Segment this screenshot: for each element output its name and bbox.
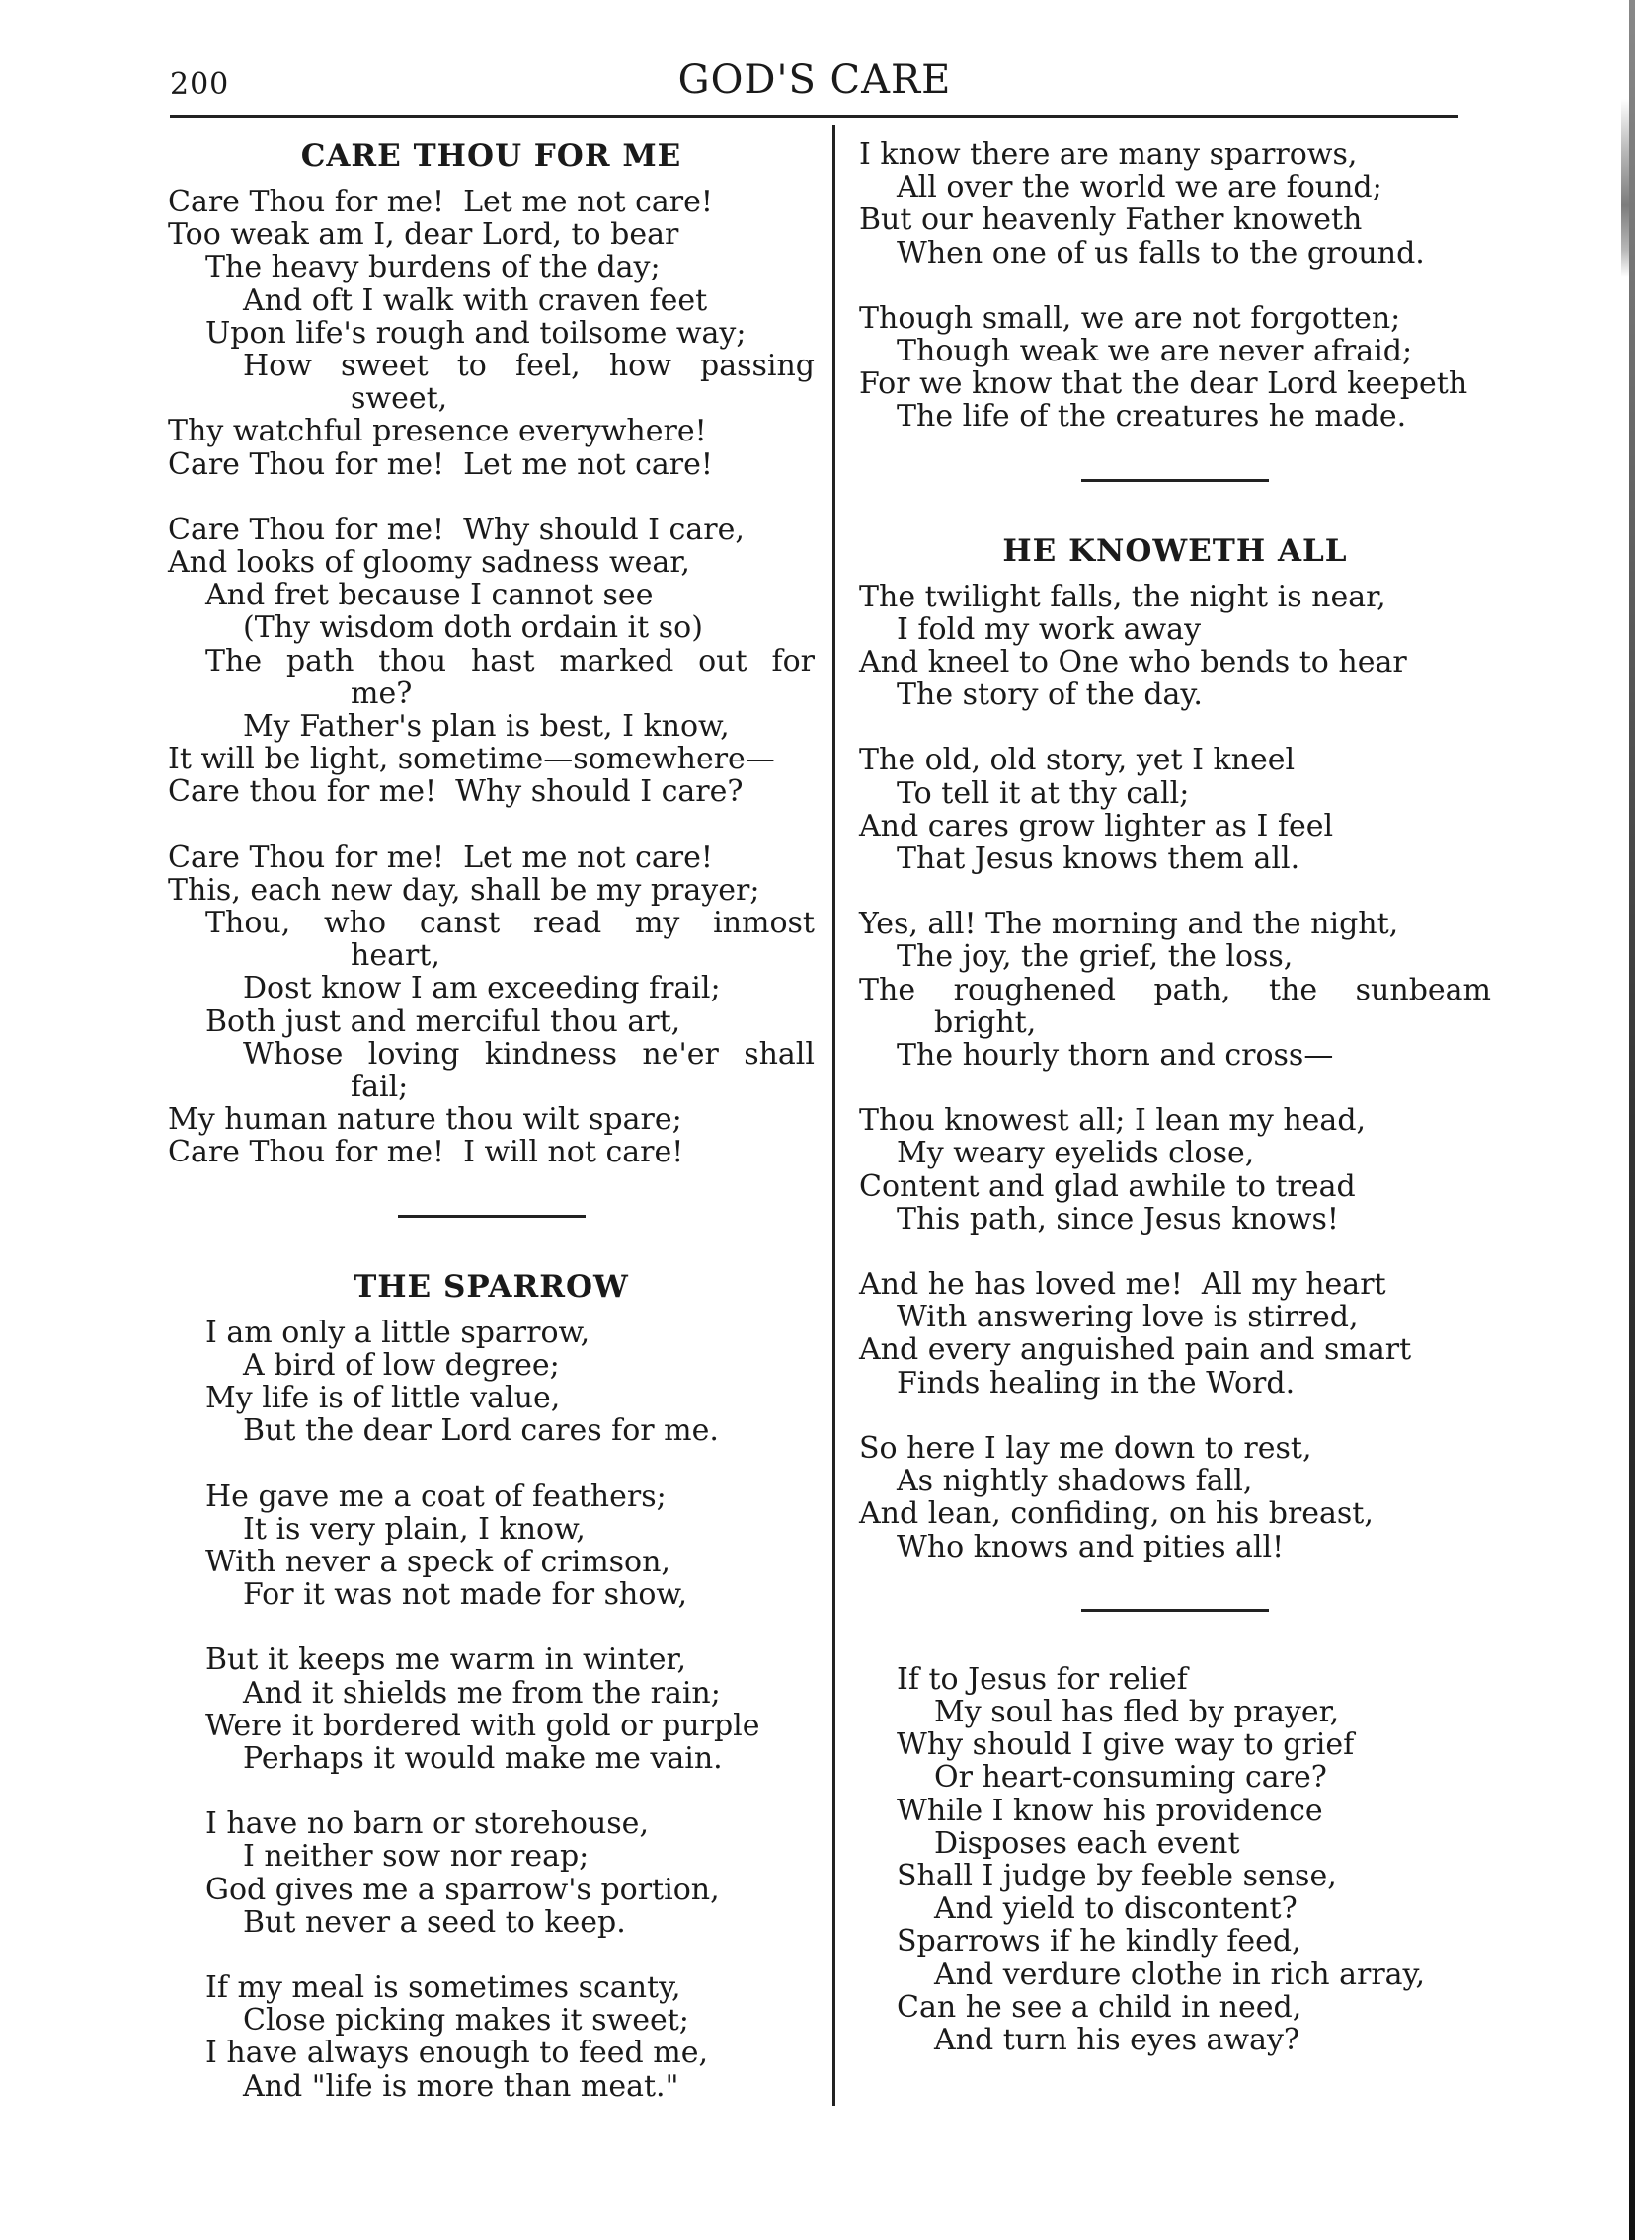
poem-line: And kneel to One who bends to hear xyxy=(859,645,1407,680)
page-edge-line xyxy=(1629,0,1635,2240)
section-separator xyxy=(1081,479,1269,482)
section-separator xyxy=(1081,1609,1269,1612)
poem-line: The hourly thorn and cross— xyxy=(897,1038,1334,1074)
poem-line: This path, since Jesus knows! xyxy=(897,1201,1339,1237)
poem-line: My weary eyelids close, xyxy=(897,1136,1255,1171)
stanza xyxy=(168,1643,815,1775)
poem-line: The life of the creatures he made. xyxy=(897,399,1407,435)
poem-line: And he has loved me! All my heart xyxy=(859,1267,1386,1303)
poem-line: When one of us falls to the ground. xyxy=(897,235,1425,271)
stanza xyxy=(168,841,815,1169)
poem-untitled xyxy=(859,1663,1491,2056)
poem-line: Care thou for me! Why should I care? xyxy=(168,774,744,810)
stanza xyxy=(168,514,815,809)
poem-line: The old, old story, yet I kneel xyxy=(859,743,1296,778)
poem-the-sparrow xyxy=(168,1269,815,2103)
poem-line: Thou, who canst read my inmost xyxy=(205,906,815,941)
poem-line: Yes, all! The morning and the night, xyxy=(859,907,1399,942)
poem-line: Thou knowest all; I lean my head, xyxy=(859,1103,1367,1139)
poem-line: Disposes each event xyxy=(934,1825,1240,1861)
poem-line: How sweet to feel, how passing xyxy=(243,349,815,384)
poem-line: Upon life's rough and toilsome way; xyxy=(205,315,747,351)
poem-line: And yield to discontent? xyxy=(934,1891,1298,1927)
poem-line: Care Thou for me! Let me not care! xyxy=(168,840,713,875)
poem-line: The roughened path, the sunbeam xyxy=(859,972,1491,1007)
poem-title: HE KNOWETH ALL xyxy=(1002,532,1348,569)
poem-line: Though weak we are never afraid; xyxy=(897,334,1413,369)
poem-line: I neither sow nor reap; xyxy=(243,1839,590,1875)
poem-line: Or heart-consuming care? xyxy=(934,1760,1327,1796)
poem-line: My human nature thou wilt spare; xyxy=(168,1102,682,1138)
poem-line: That Jesus knows them all. xyxy=(897,841,1300,877)
poem-line: As nightly shadows fall, xyxy=(897,1464,1253,1499)
stanza xyxy=(168,1317,815,1448)
poem-line: If my meal is sometimes scanty, xyxy=(205,1969,681,2005)
poem-line: And lean, confiding, on his breast, xyxy=(859,1496,1374,1532)
stanza xyxy=(859,1663,1491,2056)
poem-line: While I know his providence xyxy=(897,1793,1323,1828)
poem-line: But it keeps me warm in winter, xyxy=(205,1642,687,1678)
poem-line: He gave me a coat of feathers; xyxy=(205,1479,667,1514)
poem-line: I fold my work away xyxy=(897,611,1202,647)
poem-line: The story of the day. xyxy=(897,678,1203,713)
poem-line: For it was not made for show, xyxy=(243,1577,688,1613)
poem-care-thou-for-me xyxy=(168,138,815,1169)
poem-line: But never a seed to keep. xyxy=(243,1904,626,1940)
poem-line: My life is of little value, xyxy=(205,1381,561,1416)
poem-line: Shall I judge by feeble sense, xyxy=(897,1858,1337,1893)
poem-line: It will be light, sometime—somewhere— xyxy=(168,742,775,777)
stanza xyxy=(168,1480,815,1612)
right-column xyxy=(859,138,1491,2089)
poem-line: Who knows and pities all! xyxy=(897,1529,1285,1564)
poem-title: THE SPARROW xyxy=(354,1268,629,1305)
poem-line: Care Thou for me! I will not care! xyxy=(168,1135,684,1170)
poem-body xyxy=(859,1663,1491,2056)
page-number: 200 xyxy=(170,67,230,102)
poem-he-knoweth-all xyxy=(859,533,1491,1563)
poem-line: So here I lay me down to rest, xyxy=(859,1430,1312,1466)
poem-line: And turn his eyes away? xyxy=(934,2022,1300,2057)
poem-line: With answering love is stirred, xyxy=(897,1300,1359,1335)
poem-line: And it shields me from the rain; xyxy=(243,1675,721,1711)
poem-line: Why should I give way to grief xyxy=(897,1727,1355,1763)
poem-line: My Father's plan is best, I know, xyxy=(243,709,730,745)
page-header xyxy=(158,51,1471,111)
poem-line: It is very plain, I know, xyxy=(243,1511,586,1547)
poem-line: And looks of gloomy sadness wear, xyxy=(168,545,690,581)
poem-line: A bird of low degree; xyxy=(243,1347,560,1383)
poem-line: I have always enough to feed me, xyxy=(205,2036,709,2071)
poem-line: God gives me a sparrow's portion, xyxy=(205,1872,720,1907)
stanza xyxy=(168,1971,815,2103)
poem-line: Care Thou for me! Let me not care! xyxy=(168,185,713,219)
poem-line: Finds healing in the Word. xyxy=(897,1365,1296,1400)
poem-line: And every anguished pain and smart xyxy=(859,1332,1412,1368)
poem-line: Whose loving kindness ne'er shall xyxy=(243,1036,815,1072)
poem-line: And "life is more than meat." xyxy=(243,2068,679,2104)
stanza xyxy=(859,908,1491,1072)
stanza xyxy=(859,302,1491,434)
poem-line: This, each new day, shall be my prayer; xyxy=(168,872,760,908)
stanza xyxy=(168,1807,815,1939)
poem-line: If to Jesus for relief xyxy=(897,1661,1188,1697)
poem-body xyxy=(168,1317,815,2103)
poem-line: bright, xyxy=(934,1004,1037,1040)
stanza xyxy=(859,138,1491,270)
stanza xyxy=(859,581,1491,712)
poem-line: But our heavenly Father knoweth xyxy=(859,202,1363,238)
poem-line: All over the world we are found; xyxy=(897,170,1382,205)
poem-line: Though small, we are not forgotten; xyxy=(859,300,1401,336)
section-separator xyxy=(398,1215,586,1218)
poem-line: And cares grow lighter as I feel xyxy=(859,808,1334,843)
poem-line: But the dear Lord cares for me. xyxy=(243,1413,719,1449)
poem-line: Can he see a child in need, xyxy=(897,1989,1302,2025)
poem-line: I am only a little sparrow, xyxy=(205,1315,590,1350)
poem-line: To tell it at thy call; xyxy=(897,775,1190,811)
poem-line: Content and glad awhile to tread xyxy=(859,1168,1356,1204)
poem-line: And verdure clothe in rich array, xyxy=(934,1957,1426,1992)
poem-line: Thy watchful presence everywhere! xyxy=(168,414,707,449)
poem-body xyxy=(168,186,815,1169)
running-title: GOD'S CARE xyxy=(677,57,952,103)
poem-line: heart, xyxy=(351,938,440,974)
poem-line: The path thou hast marked out for xyxy=(205,643,815,679)
stanza xyxy=(859,1104,1491,1236)
poem-line: Too weak am I, dear Lord, to bear xyxy=(168,217,679,253)
poem-line: Dost know I am exceeding frail; xyxy=(243,971,721,1006)
poem-the-sparrow-continued xyxy=(859,138,1491,434)
poem-line: Sparrows if he kindly feed, xyxy=(897,1924,1301,1960)
poem-line: Both just and merciful thou art, xyxy=(205,1003,681,1039)
stanza xyxy=(859,1268,1491,1400)
stanza xyxy=(859,744,1491,875)
poem-line: Care Thou for me! Why should I care, xyxy=(168,512,745,547)
poem-line: Were it bordered with gold or purple xyxy=(205,1708,760,1743)
poem-line: And oft I walk with craven feet xyxy=(243,282,708,318)
header-rule xyxy=(170,115,1458,118)
poem-line: (Thy wisdom doth ordain it so) xyxy=(243,610,703,646)
poem-line: Close picking makes it sweet; xyxy=(243,2003,689,2039)
poem-line: My soul has fled by prayer, xyxy=(934,1694,1340,1729)
left-column xyxy=(168,138,815,2135)
poem-body xyxy=(859,581,1491,1563)
poem-line: For we know that the dear Lord keepeth xyxy=(859,366,1468,402)
poem-line: I have no barn or storehouse, xyxy=(205,1806,649,1842)
poem-line: And fret because I cannot see xyxy=(205,578,654,613)
poem-title: CARE THOU FOR ME xyxy=(300,138,682,174)
poem-line: The heavy burdens of the day; xyxy=(205,250,661,285)
poem-line: Perhaps it would make me vain. xyxy=(243,1740,723,1776)
poem-line: With never a speck of crimson, xyxy=(205,1544,670,1579)
poem-line: The twilight falls, the night is near, xyxy=(859,579,1386,614)
poem-body xyxy=(859,138,1491,434)
stanza xyxy=(859,1432,1491,1563)
poem-line: fail; xyxy=(351,1070,409,1105)
poem-line: sweet, xyxy=(351,381,448,417)
poem-line: me? xyxy=(351,676,413,711)
poem-line: The joy, the grief, the loss, xyxy=(897,939,1294,975)
column-divider xyxy=(832,125,835,2106)
poem-line: I know there are many sparrows, xyxy=(859,137,1358,172)
poem-line: Care Thou for me! Let me not care! xyxy=(168,446,713,482)
stanza xyxy=(168,186,815,481)
